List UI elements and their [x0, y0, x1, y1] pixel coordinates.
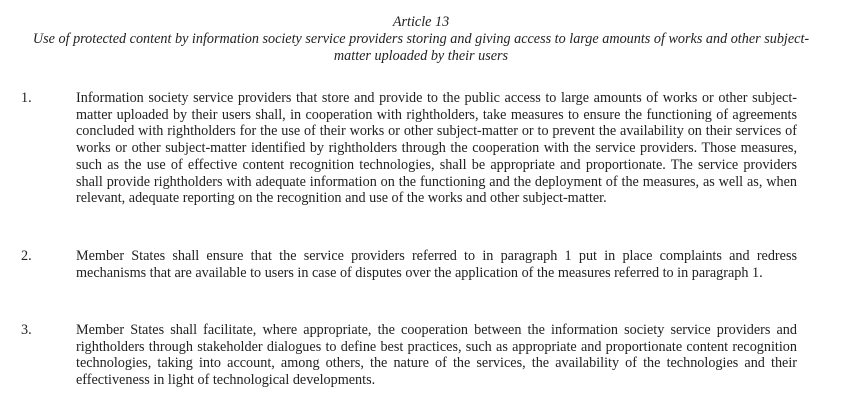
paragraph-number: 1.	[21, 90, 32, 106]
paragraph-number: 3.	[21, 322, 32, 338]
paragraph-number: 2.	[21, 248, 32, 264]
article-title: Article 13	[392, 14, 450, 30]
paragraph-text: Member States shall ensure that the service providers referred to in paragraph 1 put in place complaints and redress mechanisms that are available to users in case of disputes over the application of the measures referred to in paragraph 1.	[76, 248, 797, 281]
article-subtitle: Use of protected content by information society service providers storing and giving access to large amounts of works and other subject-matter uploaded by their users	[32, 31, 810, 64]
paragraph-text: Member States shall facilitate, where appropriate, the cooperation between the information society service providers and rightholders through stakeholder dialogues to define best practices, such as appropriate and proportionate content recognition technologies, taking into account, among others, the nature of the services, the availability of the technologies and their effectiveness in light of technological developments.	[76, 322, 797, 389]
paragraph-text: Information society service providers that store and provide to the public access to large amounts of works or other subject-matter uploaded by their users shall, in cooperation with rightholders, take measures to ensure the functioning of agreements concluded with rightholders for the use of their works or other subject-matter or to prevent the availability on their services of works or other subject-matter identified by rightholders through the cooperation with the service providers. Those measures, such as the use of effective content recognition technologies, shall be appropriate and proportionate. The service providers shall provide rightholders with adequate information on the functioning and the deployment of the measures, as well as, when relevant, adequate reporting on the recognition and use of the works and other subject-matter.	[76, 90, 797, 207]
